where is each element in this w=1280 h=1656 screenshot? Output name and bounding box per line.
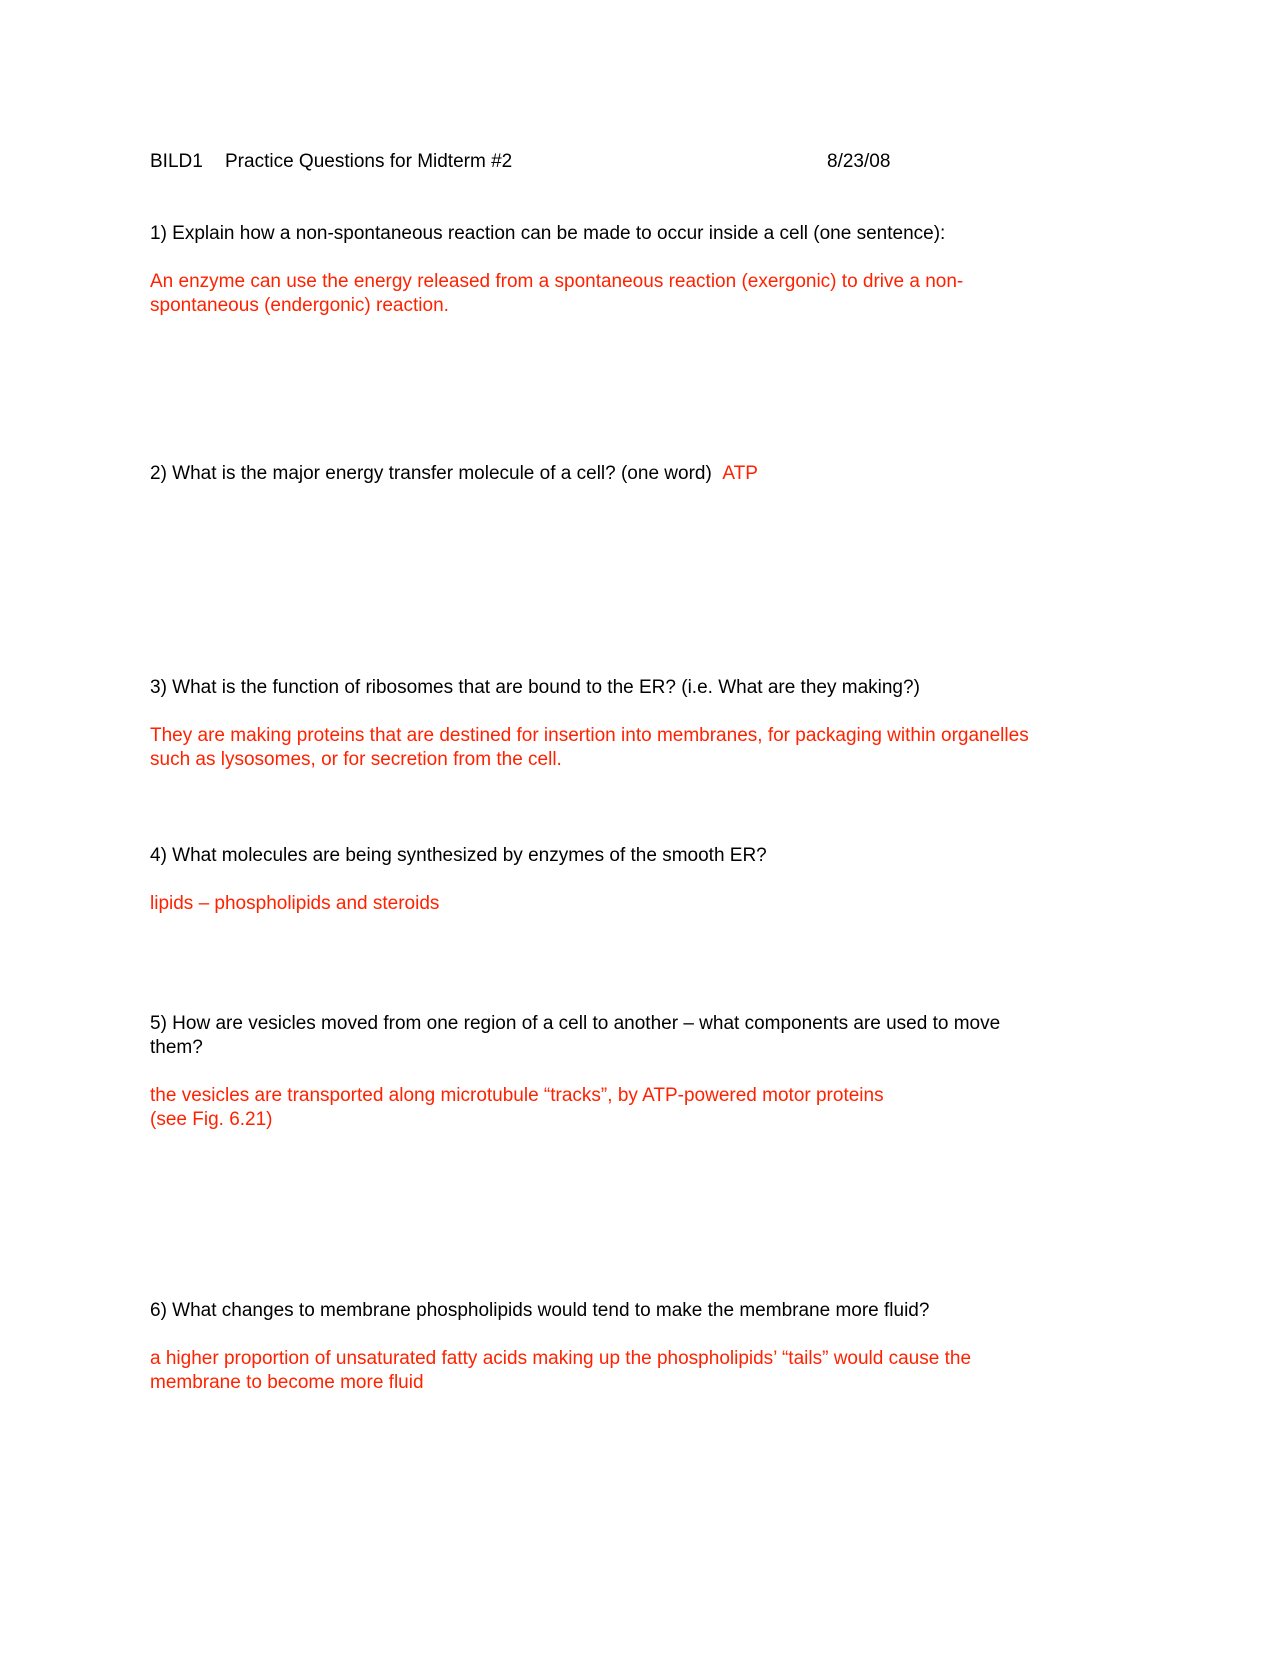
answer-3-line-2: such as lysosomes, or for secretion from the cell. — [150, 749, 562, 770]
answer-4-line-1: lipids – phospholipids and steroids — [150, 893, 440, 914]
question-1-text: 1) Explain how a non-spontaneous reaction can be made to occur inside a cell (one sentence): — [150, 223, 946, 244]
question-3-text: 3) What is the function of ribosomes that are bound to the ER? (i.e. What are they making?) — [150, 677, 920, 698]
question-6-text: 6) What changes to membrane phospholipids would tend to make the membrane more fluid? — [150, 1300, 930, 1321]
answer-6-line-2: membrane to become more fluid — [150, 1372, 424, 1393]
document-header — [150, 150, 512, 174]
course-code: BILD1 — [150, 151, 203, 172]
answer-3-line-1: They are making proteins that are destined for insertion into membranes, for packaging within organelles — [150, 725, 1029, 746]
question-4-text: 4) What molecules are being synthesized by enzymes of the smooth ER? — [150, 845, 767, 866]
document-date: 8/23/08 — [827, 151, 891, 172]
answer-1-line-1: An enzyme can use the energy released from a spontaneous reaction (exergonic) to drive a non- — [150, 271, 964, 292]
answer-6-line-1: a higher proportion of unsaturated fatty acids making up the phospholipids’ “tails” would cause the — [150, 1348, 972, 1369]
question-5-line-2: them? — [150, 1037, 203, 1058]
question-5-line-1: 5) How are vesicles moved from one region of a cell to another – what components are used to move — [150, 1013, 1001, 1034]
question-2-text: 2) What is the major energy transfer molecule of a cell? (one word) — [150, 463, 712, 484]
answer-2-inline: ATP — [722, 463, 758, 484]
document-title: Practice Questions for Midterm #2 — [225, 151, 513, 172]
question-2 — [150, 462, 758, 486]
answer-5-line-1: the vesicles are transported along microtubule “tracks”, by ATP-powered motor proteins — [150, 1085, 884, 1106]
answer-1-line-2: spontaneous (endergonic) reaction. — [150, 295, 449, 316]
answer-5-line-2: (see Fig. 6.21) — [150, 1109, 273, 1130]
